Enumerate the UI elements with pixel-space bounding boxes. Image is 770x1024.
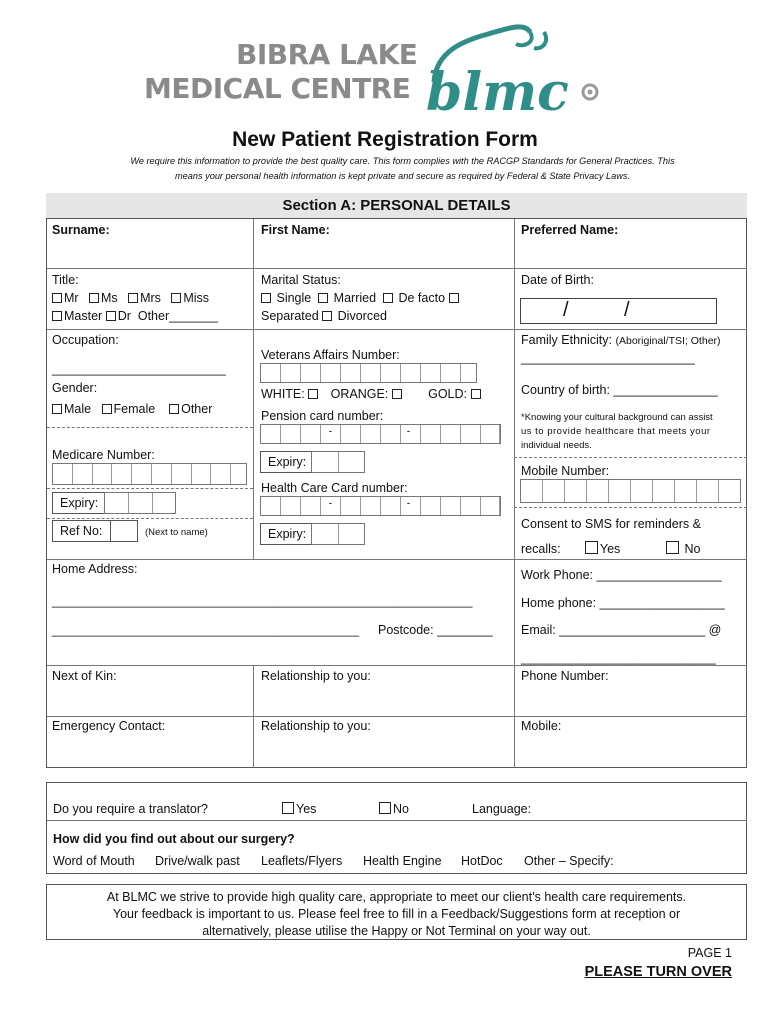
gender-options: Male Female Other — [52, 402, 212, 416]
marital-options-row-2: Separated Divorced — [261, 309, 387, 323]
health-care-expiry-boxes[interactable] — [311, 523, 365, 545]
title-dr-checkbox[interactable] — [106, 311, 116, 321]
mobile-number-boxes[interactable] — [520, 479, 741, 503]
title-mr-checkbox[interactable] — [52, 293, 62, 303]
ref-no-input[interactable] — [110, 520, 138, 542]
translator-yes-checkbox[interactable] — [282, 802, 294, 814]
ethnicity-label: Family Ethnicity: (Aboriginal/TSI; Other) — [521, 333, 721, 347]
find-out-question: How did you find out about our surgery? — [53, 832, 295, 846]
form-subtitle — [80, 154, 725, 184]
page-number: PAGE 1 — [687, 946, 732, 960]
email-field-line-2[interactable]: ____________________________ — [521, 651, 716, 665]
clinic-logo — [140, 20, 620, 120]
first-name-label: First Name: — [261, 223, 330, 237]
logo-mark: blmc — [426, 62, 569, 120]
gender-female-checkbox[interactable] — [102, 404, 112, 414]
logo-line-2: MEDICAL CENTRE — [144, 72, 411, 105]
veterans-card-colour-options: WHITE: ORANGE: GOLD: — [261, 387, 483, 401]
translator-no-option: No — [379, 802, 409, 816]
veterans-number-boxes[interactable] — [260, 363, 477, 383]
preferred-name-label: Preferred Name: — [521, 223, 619, 237]
medicare-label: Medicare Number: — [52, 448, 155, 462]
find-out-other[interactable]: Other – Specify: — [524, 854, 614, 868]
title-ms-checkbox[interactable] — [89, 293, 99, 303]
pension-expiry-boxes[interactable] — [311, 451, 365, 473]
nok-phone-label: Phone Number: — [521, 669, 609, 683]
dob-label: Date of Birth: — [521, 273, 594, 287]
emergency-relationship-label: Relationship to you: — [261, 719, 371, 733]
work-phone-field[interactable]: Work Phone: __________________ — [521, 568, 722, 582]
ethnicity-field[interactable]: _________________________ — [521, 351, 695, 365]
emergency-mobile-label: Mobile: — [521, 719, 562, 733]
mobile-number-label: Mobile Number: — [521, 464, 610, 478]
stethoscope-logo-icon — [426, 20, 606, 120]
orange-card-checkbox[interactable] — [392, 389, 402, 399]
title-options-row-1: Mr Ms Mrs Miss — [52, 291, 209, 305]
health-care-card-boxes[interactable]: - - — [260, 496, 501, 516]
pension-expiry-label: Expiry: — [268, 455, 307, 469]
marital-defacto-checkbox[interactable] — [383, 293, 393, 303]
title-label: Title: — [52, 273, 79, 287]
marital-options-row-1: Single Married De facto — [261, 291, 461, 305]
find-out-hotdoc[interactable]: HotDoc — [461, 854, 503, 868]
sms-consent-options: recalls: Yes — [521, 542, 621, 556]
medicare-expiry-label: Expiry: — [60, 496, 99, 510]
pension-label: Pension card number: — [261, 409, 384, 423]
title-options-row-2: Master Dr Other_______ — [52, 309, 218, 323]
language-label: Language: — [472, 802, 532, 816]
home-phone-field[interactable]: Home phone: __________________ — [521, 596, 725, 610]
white-card-checkbox[interactable] — [308, 389, 318, 399]
sms-no-option: No — [666, 541, 700, 556]
veterans-label: Veterans Affairs Number: — [261, 348, 400, 362]
emergency-contact-label: Emergency Contact: — [52, 719, 166, 733]
translator-no-checkbox[interactable] — [379, 802, 391, 814]
gender-male-checkbox[interactable] — [52, 404, 62, 414]
country-of-birth-field[interactable]: Country of birth: _______________ — [521, 383, 718, 397]
gender-other-checkbox[interactable] — [169, 404, 179, 414]
logo-line-1: BIBRA LAKE — [236, 38, 418, 71]
section-a-heading: Section A: PERSONAL DETAILS — [46, 193, 747, 219]
ref-no-label: Ref No: — [60, 524, 103, 538]
ref-no-hint: (Next to name) — [145, 527, 208, 538]
form-title: New Patient Registration Form — [232, 128, 538, 151]
sms-no-checkbox[interactable] — [666, 541, 679, 554]
marital-married-checkbox[interactable] — [318, 293, 328, 303]
marital-single-checkbox[interactable] — [261, 293, 271, 303]
home-address-label: Home Address: — [52, 562, 138, 576]
gender-label: Gender: — [52, 381, 98, 395]
health-care-card-label: Health Care Card number: — [261, 481, 408, 495]
email-field[interactable]: Email: _____________________ @ — [521, 623, 722, 637]
feedback-notice: At BLMC we strive to provide high quality care, appropriate to meet our client’s health care requirements. Your feedback is important to us. Please feel free to fill in a Feedback/Suggestions form at reception or alternatively, please utilise the Happy or Not Terminal on your way out. — [46, 884, 747, 940]
find-out-health-engine[interactable]: Health Engine — [363, 854, 442, 868]
health-care-expiry-label: Expiry: — [268, 527, 307, 541]
occupation-field[interactable]: _________________________ — [52, 362, 226, 376]
gold-card-checkbox[interactable] — [471, 389, 481, 399]
address-line-1[interactable]: _______________________________________________________________ — [52, 594, 473, 608]
translator-question: Do you require a translator? — [53, 802, 208, 816]
medicare-expiry-boxes[interactable] — [104, 492, 176, 514]
medicare-number-boxes[interactable] — [52, 463, 247, 485]
address-line-2[interactable]: ______________________________________________ — [52, 623, 359, 637]
title-mrs-checkbox[interactable] — [128, 293, 138, 303]
marital-divorced-checkbox[interactable] — [322, 311, 332, 321]
subtitle-line-1: We require this information to provide the best quality care. This form complies with the RACGP Standards for General Practices. This — [130, 156, 675, 166]
sms-consent-label: Consent to SMS for reminders & — [521, 517, 701, 531]
title-master-checkbox[interactable] — [52, 311, 62, 321]
pension-number-boxes[interactable]: - - — [260, 424, 501, 444]
marital-status-label: Marital Status: — [261, 273, 341, 287]
next-of-kin-label: Next of Kin: — [52, 669, 117, 683]
find-out-word-of-mouth[interactable]: Word of Mouth — [53, 854, 135, 868]
subtitle-line-2: means your personal health information is kept private and secure as required by Federal & State Privacy Laws. — [174, 171, 630, 181]
nok-relationship-label: Relationship to you: — [261, 669, 371, 683]
title-miss-checkbox[interactable] — [171, 293, 181, 303]
surname-label: Surname: — [52, 223, 110, 237]
turn-over-notice: PLEASE TURN OVER — [584, 964, 732, 980]
find-out-leaflets[interactable]: Leaflets/Flyers — [261, 854, 343, 868]
dob-input[interactable]: / / — [520, 298, 717, 324]
cultural-note: *Knowing your cultural background can assist us to provide healthcare that meets your individual needs. — [521, 412, 713, 451]
marital-separated-checkbox[interactable] — [449, 293, 459, 303]
translator-yes-option: Yes — [282, 802, 316, 816]
postcode-field[interactable]: Postcode: ________ — [378, 623, 493, 637]
title-other-field[interactable]: Other_______ — [137, 309, 218, 323]
sms-yes-checkbox[interactable] — [585, 541, 598, 554]
find-out-drive-walk-past[interactable]: Drive/walk past — [155, 854, 240, 868]
occupation-label: Occupation: — [52, 333, 119, 347]
